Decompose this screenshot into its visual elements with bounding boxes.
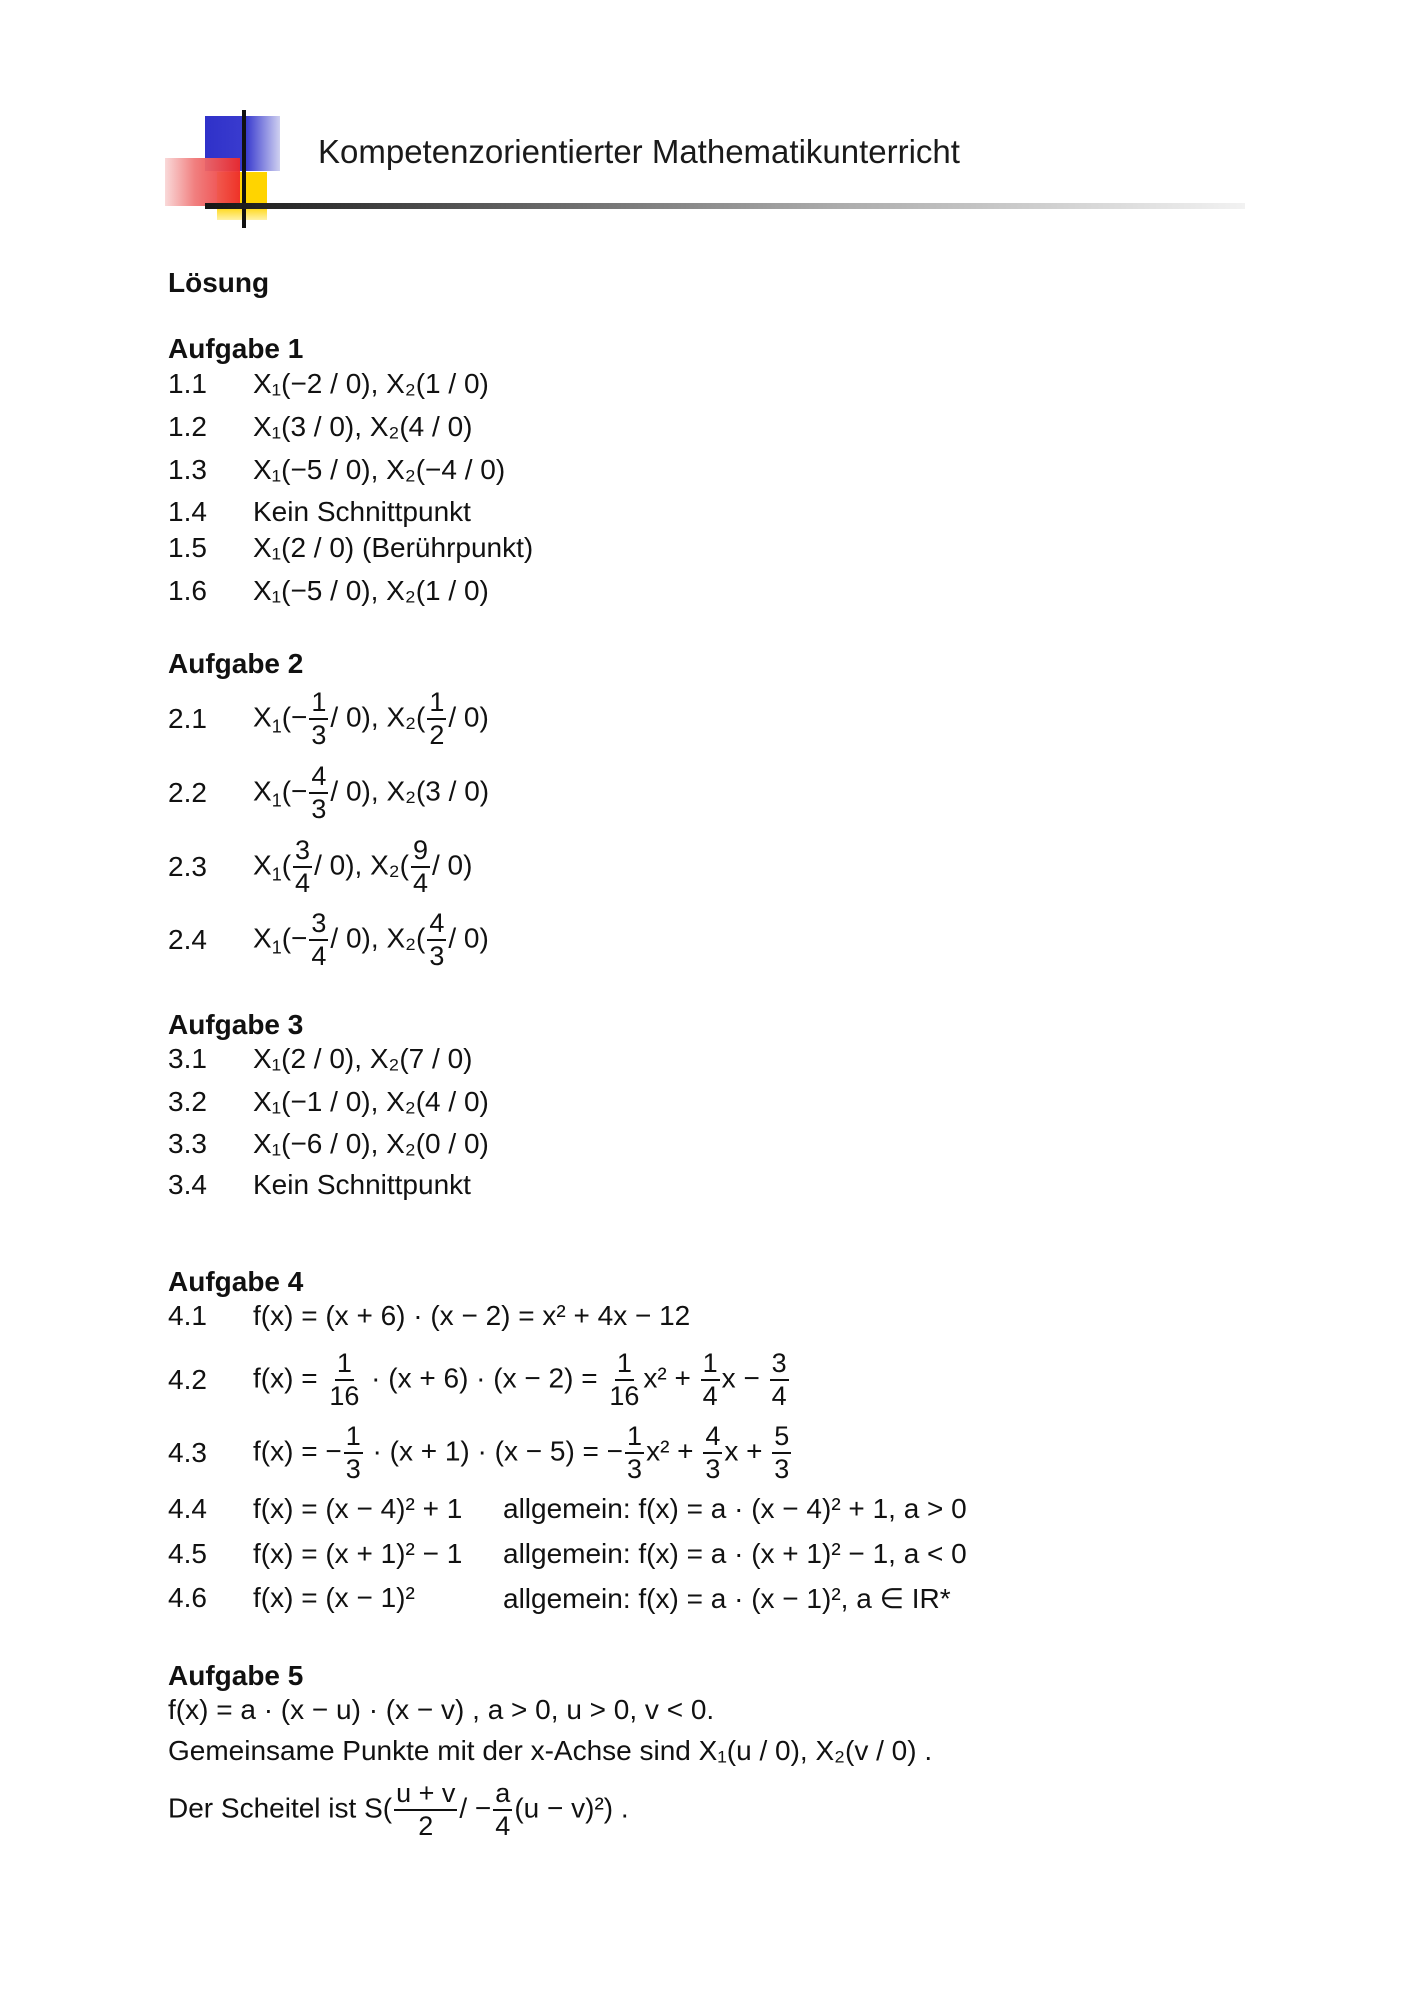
- task-2-title: Aufgabe 2: [168, 648, 304, 679]
- denominator: 3: [345, 1454, 361, 1484]
- item-answer: f(x) = (x − 4)² + 1: [253, 1493, 463, 1524]
- item-number: 2.2: [168, 777, 207, 808]
- item-number: 3.4: [168, 1169, 207, 1200]
- item-answer: Kein Schnittpunkt: [253, 496, 471, 527]
- item-number: 4.4: [168, 1493, 207, 1524]
- denominator: 4: [495, 1811, 511, 1841]
- task-1-6: [168, 573, 489, 609]
- item-number: 3.3: [168, 1128, 207, 1159]
- numerator: a: [493, 1780, 512, 1811]
- denominator: 16: [609, 1381, 640, 1411]
- factored-form: · (x + 1) · (x − 5) = −: [372, 1435, 624, 1467]
- numerator: 1: [344, 1423, 363, 1454]
- item-number: 4.6: [168, 1582, 207, 1613]
- general-form: allgemein: f(x) = a · (x − 1)², a ∈ IR*: [503, 1582, 951, 1614]
- item-answer: f(x) = (x − 1)²: [253, 1582, 415, 1613]
- denominator: 4: [771, 1381, 787, 1411]
- solution-heading: Lösung: [168, 267, 270, 298]
- item-answer: X₁(3 / 0), X₂(4 / 0): [253, 411, 473, 442]
- item-answer: [253, 1350, 791, 1410]
- item-answer: f(x) = (x + 1)² − 1: [253, 1538, 463, 1569]
- term: x −: [721, 1362, 760, 1394]
- item-answer: $X_1(-$ $\frac{4}{3}$ / 0), X₂(3 / 0): [253, 761, 490, 824]
- fraction: [327, 1350, 361, 1410]
- denominator: 4: [412, 868, 428, 898]
- item-answer: X₁(−5 / 0), X₂(−4 / 0): [253, 454, 506, 485]
- numerator: 1: [701, 1350, 720, 1381]
- item-number: 2.4: [168, 924, 207, 955]
- numerator: 5: [772, 1423, 791, 1454]
- numerator: 4: [309, 763, 328, 794]
- task-4-1: [168, 1298, 690, 1334]
- fraction: [772, 1423, 791, 1483]
- task-3-1: [168, 1041, 473, 1077]
- fraction: [625, 1423, 644, 1483]
- task-2-4: [168, 903, 489, 977]
- task-3-2: [168, 1084, 489, 1120]
- logo-vertical-line: [242, 110, 246, 228]
- factored-form: · (x + 6) · (x − 2) =: [371, 1362, 598, 1394]
- task-5-function: f(x) = a · (x − u) · (x − v) , a > 0, u > 0, v < 0.: [168, 1694, 715, 1725]
- task-1-4: [168, 494, 471, 530]
- numerator: 3: [309, 910, 328, 941]
- fraction: [607, 1350, 641, 1410]
- item-number: 1.6: [168, 575, 207, 606]
- numerator: 3: [293, 837, 312, 868]
- task-4-title: Aufgabe 4: [168, 1266, 304, 1297]
- task-1-2: [168, 409, 473, 445]
- fraction: [344, 1423, 363, 1483]
- numerator: 3: [770, 1350, 789, 1381]
- denominator: 2: [429, 720, 445, 750]
- fraction: [427, 910, 446, 970]
- fraction: [493, 1780, 512, 1840]
- fraction: [427, 689, 446, 749]
- numerator: 1: [427, 689, 446, 720]
- fraction: [770, 1350, 789, 1410]
- denominator: 4: [702, 1381, 718, 1411]
- denominator: 3: [627, 1454, 643, 1484]
- sign: −: [291, 701, 308, 733]
- item-number: 1.3: [168, 454, 207, 485]
- item-number: 1.2: [168, 411, 207, 442]
- numerator: 1: [309, 689, 328, 720]
- vertex-label: Der Scheitel ist S(: [168, 1792, 393, 1824]
- fraction: [703, 1423, 722, 1483]
- root-label: X₂: [386, 701, 416, 733]
- denominator: 3: [311, 794, 327, 824]
- vertex-tail: (u − v)²) .: [514, 1792, 629, 1824]
- task-4-5: [168, 1536, 967, 1572]
- item-number: 4.3: [168, 1437, 207, 1468]
- numerator: u + v: [394, 1780, 457, 1811]
- fraction: [394, 1780, 457, 1840]
- item-answer: X₁(2 / 0), X₂(7 / 0): [253, 1043, 473, 1074]
- general-form: allgemein: f(x) = a · (x + 1)² − 1, a < 0: [503, 1538, 967, 1569]
- root-label: X₂: [386, 922, 416, 954]
- numerator: 1: [615, 1350, 634, 1381]
- task-2-3: [168, 830, 472, 904]
- task-2-1: [168, 682, 489, 756]
- denominator: 3: [429, 941, 445, 971]
- lhs: f(x) = −: [253, 1435, 342, 1467]
- root-label: X₂: [370, 849, 400, 881]
- header-rule: [205, 203, 1245, 209]
- denominator: 4: [311, 941, 327, 971]
- term: x² +: [646, 1435, 694, 1467]
- task-3-title: Aufgabe 3: [168, 1009, 304, 1040]
- item-answer: [253, 1423, 793, 1483]
- item-number: 4.2: [168, 1364, 207, 1395]
- task-4-4: [168, 1491, 967, 1527]
- term: x +: [724, 1435, 763, 1467]
- item-answer: $X_1(-$ $\frac{1}{3}$ / 0), X₂( $\frac{1}{2}$ / 0): [253, 687, 489, 750]
- denominator: 2: [418, 1811, 434, 1841]
- item-number: 2.3: [168, 851, 207, 882]
- task-4-3: [168, 1416, 793, 1490]
- item-number: 4.5: [168, 1538, 207, 1569]
- term: x² +: [643, 1362, 691, 1394]
- numerator: 1: [335, 1350, 354, 1381]
- fraction: [701, 1350, 720, 1410]
- item-answer: $X_1$( $\frac{3}{4}$ / 0), X₂( $\frac{9}{4}$ / 0): [253, 835, 473, 898]
- task-5-vertex: [168, 1773, 629, 1847]
- denominator: 4: [295, 868, 311, 898]
- general-form: allgemein: f(x) = a · (x − 4)² + 1, a > 0: [503, 1493, 967, 1524]
- task-5-roots: Gemeinsame Punkte mit der x-Achse sind X₁(u / 0), X₂(v / 0) .: [168, 1735, 933, 1766]
- numerator: 4: [427, 910, 446, 941]
- denominator: 3: [705, 1454, 721, 1484]
- fraction: [309, 763, 328, 823]
- item-answer: f(x) = (x + 6) · (x − 2) = x² + 4x − 12: [253, 1300, 691, 1331]
- item-answer: X₁(−5 / 0), X₂(1 / 0): [253, 575, 489, 606]
- numerator: 4: [703, 1423, 722, 1454]
- item-number: 3.1: [168, 1043, 207, 1074]
- task-1-5: [168, 530, 533, 566]
- numerator: 9: [411, 837, 430, 868]
- item-answer: X₁(−2 / 0), X₂(1 / 0): [253, 368, 489, 399]
- task-1-3: [168, 452, 505, 488]
- task-2-2: [168, 756, 489, 830]
- item-number: 2.1: [168, 703, 207, 734]
- denominator: 16: [329, 1381, 360, 1411]
- vertex-expression: [168, 1780, 629, 1840]
- item-number: 4.1: [168, 1300, 207, 1331]
- denominator: 3: [774, 1454, 790, 1484]
- fraction: [293, 837, 312, 897]
- task-1-title: Aufgabe 1: [168, 333, 304, 364]
- logo: [165, 110, 315, 230]
- task-4-2: [168, 1343, 791, 1417]
- item-number: 1.1: [168, 368, 207, 399]
- lhs: f(x) =: [253, 1362, 318, 1394]
- fraction: [309, 910, 328, 970]
- logo-red-square: [165, 158, 240, 206]
- sign: −: [291, 922, 308, 954]
- item-answer: X₁(2 / 0) (Berührpunkt): [253, 532, 534, 563]
- item-answer: X₁(−1 / 0), X₂(4 / 0): [253, 1086, 489, 1117]
- item-number: 1.5: [168, 532, 207, 563]
- denominator: 3: [311, 720, 327, 750]
- task-3-4: [168, 1167, 471, 1203]
- fraction: [309, 689, 328, 749]
- task-1-1: [168, 366, 489, 402]
- task-3-3: [168, 1126, 489, 1162]
- task-4-6: [168, 1580, 951, 1616]
- header-title: Kompetenzorientierter Mathematikunterricht: [318, 133, 960, 170]
- item-answer: X₁(−6 / 0), X₂(0 / 0): [253, 1128, 489, 1159]
- item-answer: Kein Schnittpunkt: [253, 1169, 471, 1200]
- item-number: 1.4: [168, 496, 207, 527]
- item-number: 3.2: [168, 1086, 207, 1117]
- task-5-title: Aufgabe 5: [168, 1660, 304, 1691]
- root-label: X₂(3 / 0): [386, 775, 490, 807]
- item-answer: $X_1(-$ $\frac{3}{4}$ / 0), X₂( $\frac{4}{3}$ / 0): [253, 908, 489, 971]
- separator: / −: [459, 1792, 492, 1824]
- numerator: 1: [625, 1423, 644, 1454]
- sign: −: [291, 775, 308, 807]
- fraction: [411, 837, 430, 897]
